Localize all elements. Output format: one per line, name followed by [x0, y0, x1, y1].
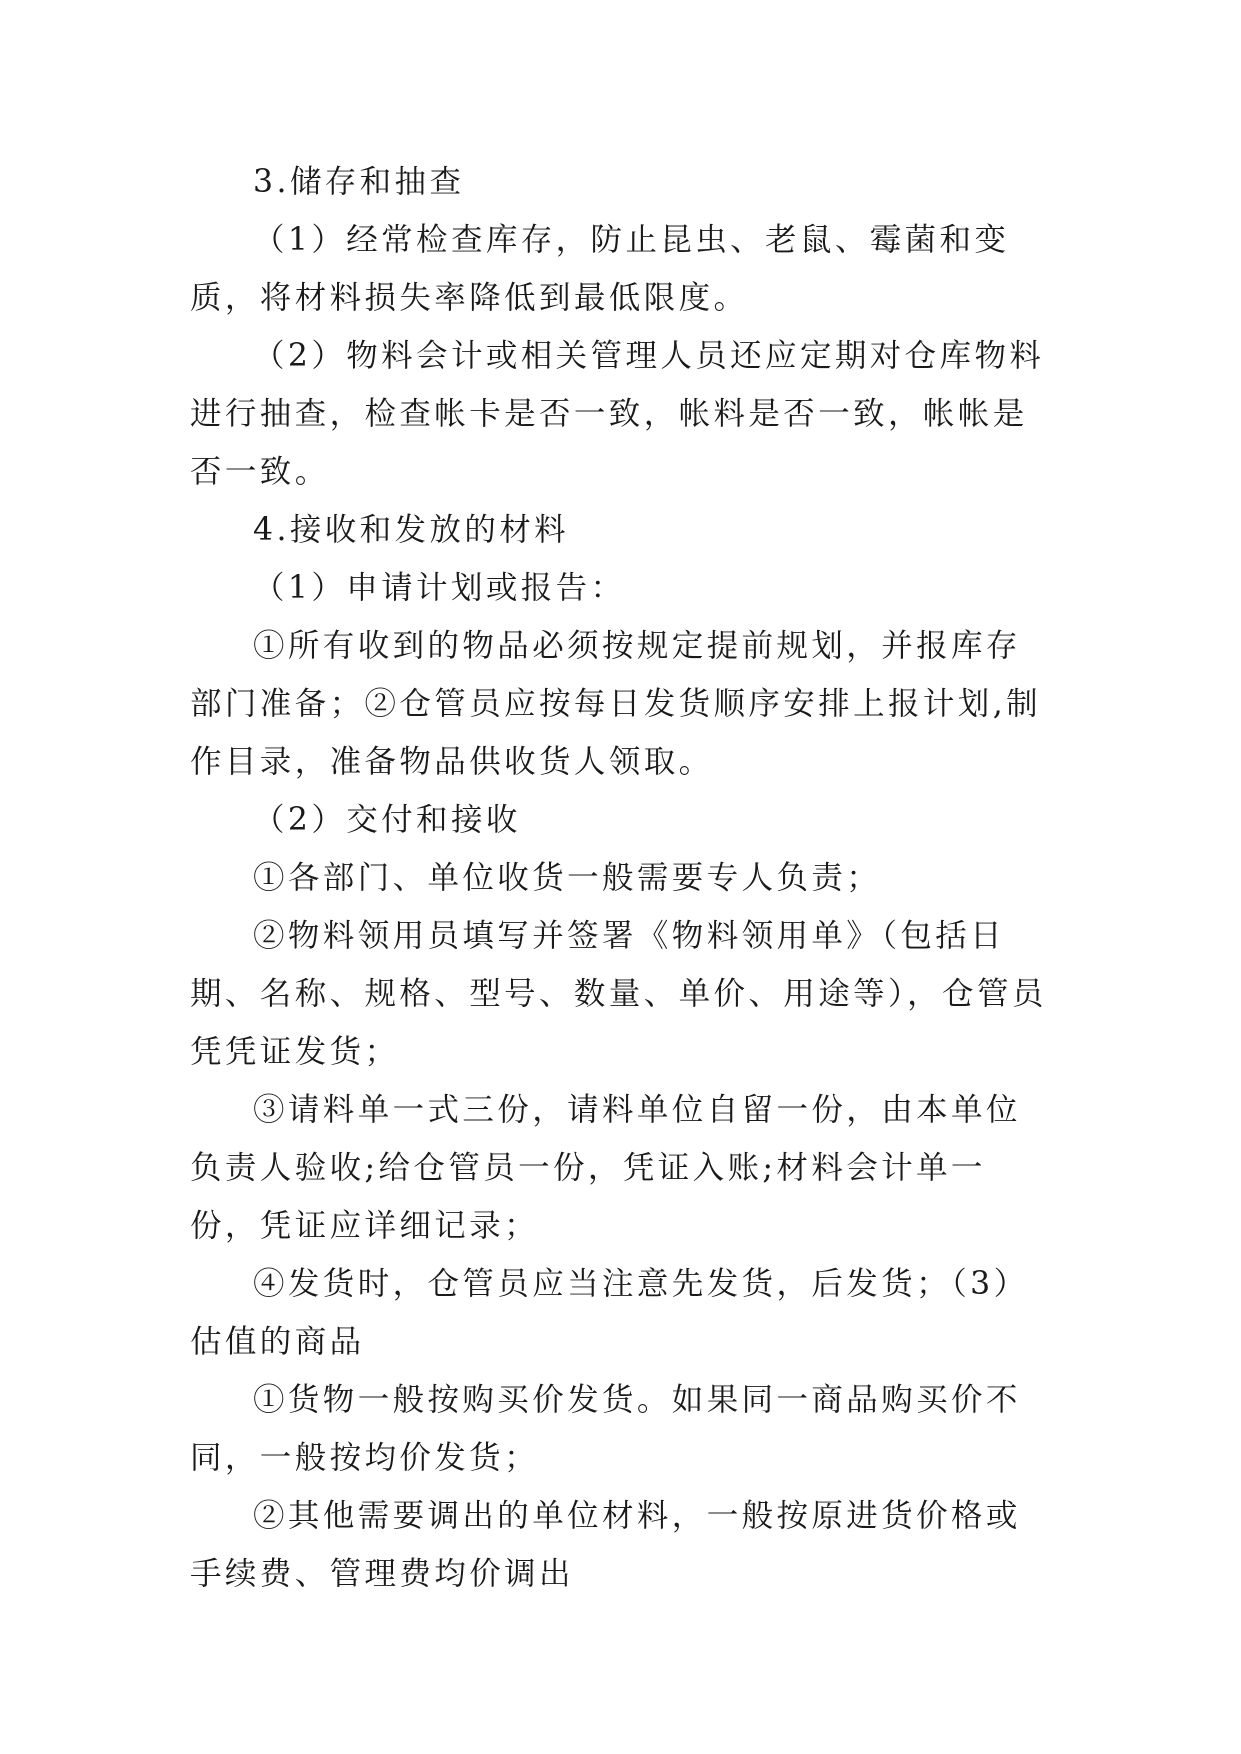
section-heading-receive-issue: 4.接收和发放的材料: [253, 512, 570, 548]
paragraph-triplicate: ③请料单一式三份，请料单位自留一份，由本单位负责人验收;给仓管员一份，凭证入账;材料会计单一份，凭证应详细记录；: [190, 1092, 1021, 1244]
paragraph-request-plan: （1）申请计划或报告：: [253, 570, 626, 606]
paragraph-transfer-price: ②其他需要调出的单位材料，一般按原进货价格或手续费、管理费均价调出: [190, 1498, 1021, 1592]
paragraph-purchase-price: ①货物一般按购买价发货。如果同一商品购买价不同，一般按均价发货；: [190, 1382, 1021, 1476]
document-body: [190, 153, 1050, 1603]
paragraph-dedicated-person: ①各部门、单位收货一般需要专人负责；: [253, 860, 882, 896]
paragraph-delivery-heading: （2）交付和接收: [253, 802, 521, 838]
paragraph-inspect-inventory: （1）经常检查库存，防止昆虫、老鼠、霉菌和变质，将材料损失率降低到最低限度。: [190, 222, 1010, 316]
paragraph-shipping-order: ④发货时，仓管员应当注意先发货，后发货；（3）估值的商品: [190, 1266, 1029, 1360]
section-heading-storage: 3.储存和抽查: [253, 164, 465, 200]
paragraph-plan-details: ①所有收到的物品必须按规定提前规划，并报库存部门准备；②仓管员应按每日发货顺序安排上报计划,制作目录，准备物品供收货人领取。: [190, 628, 1042, 780]
paragraph-spot-check: （2）物料会计或相关管理人员还应定期对仓库物料进行抽查，检查帐卡是否一致，帐料是否一致，帐帐是否一致。: [190, 338, 1045, 490]
paragraph-requisition-form: ②物料领用员填写并签署《物料领用单》（包括日期、名称、规格、型号、数量、单价、用途等），仓管员凭凭证发货；: [190, 918, 1047, 1070]
